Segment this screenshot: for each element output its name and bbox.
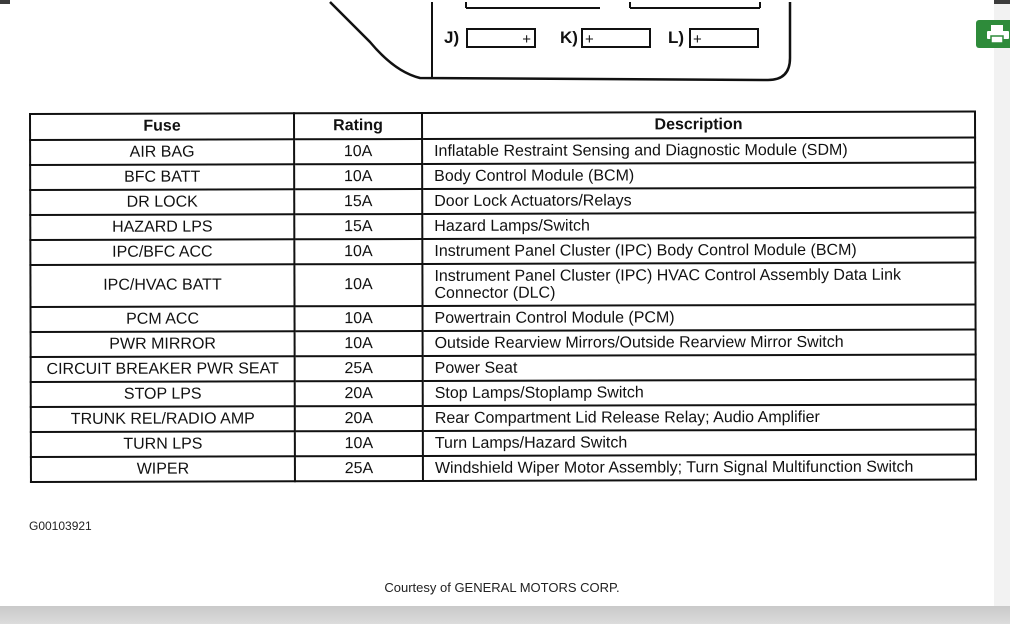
table-row (31, 355, 976, 382)
fuse-rating: 25A (295, 356, 423, 381)
table-row (31, 305, 976, 332)
header-rating: Rating (294, 113, 422, 139)
fuse-description: Instrument Panel Cluster (IPC) HVAC Control Assembly Data Link Connector (DLC) (422, 263, 975, 306)
fuse-name: IPC/HVAC BATT (30, 264, 294, 307)
fuse-box-diagram (0, 0, 1010, 110)
fuse-rating: 20A (295, 381, 423, 406)
fuse-description: Windshield Wiper Motor Assembly; Turn Signal Multifunction Switch (423, 455, 976, 481)
fuse-name: AIR BAG (30, 139, 294, 165)
table-row (30, 163, 975, 190)
figure-code: G00103921 (29, 519, 92, 533)
fuse-name: BFC BATT (30, 164, 294, 190)
slot-j-terminal: + (522, 31, 531, 48)
table-row (31, 455, 976, 482)
fuse-rating: 10A (295, 331, 423, 356)
fuse-description: Outside Rearview Mirrors/Outside Rearview Mirror Switch (423, 330, 976, 356)
fuse-rating: 10A (295, 431, 423, 456)
fuse-name: WIPER (31, 456, 295, 482)
fuse-name: HAZARD LPS (30, 214, 294, 240)
bottom-scroll-strip[interactable] (0, 606, 1010, 624)
table-row (31, 330, 976, 357)
fuse-name: PWR MIRROR (31, 331, 295, 357)
fuse-rating: 10A (294, 139, 422, 164)
print-button[interactable] (976, 20, 1010, 48)
fuse-description: Instrument Panel Cluster (IPC) Body Control Module (BCM) (422, 238, 975, 264)
table-row (30, 138, 975, 165)
fuse-name: TURN LPS (31, 431, 295, 457)
fuse-rating: 10A (294, 239, 422, 264)
printer-icon (986, 24, 1010, 44)
fuse-rating: 15A (294, 214, 422, 239)
fuse-rating: 15A (294, 189, 422, 214)
fuse-description: Stop Lamps/Stoplamp Switch (423, 380, 976, 406)
fuse-name: CIRCUIT BREAKER PWR SEAT (31, 356, 295, 382)
table-row (31, 405, 976, 432)
table-row (31, 380, 976, 407)
table-row (30, 263, 975, 307)
fuse-description: Power Seat (423, 355, 976, 381)
fuse-rating: 10A (295, 306, 423, 331)
slot-j-box (466, 28, 536, 48)
slot-k-label: K) (560, 28, 578, 47)
fuse-description: Body Control Module (BCM) (422, 163, 975, 189)
fuse-description: Inflatable Restraint Sensing and Diagnostic Module (SDM) (422, 138, 975, 164)
slot-j-label: J) (444, 28, 460, 47)
table-row (30, 238, 975, 265)
slot-k-terminal: + (585, 31, 594, 48)
fuse-name: PCM ACC (31, 306, 295, 332)
slot-l-box (689, 28, 759, 48)
fuse-rating: 10A (294, 164, 422, 189)
slot-k-box (581, 28, 651, 48)
slot-l-label: L) (668, 28, 685, 47)
fuse-description: Door Lock Actuators/Relays (422, 188, 975, 214)
fuse-name: IPC/BFC ACC (30, 239, 294, 265)
fuse-rating: 20A (295, 406, 423, 431)
table-row (30, 213, 975, 240)
fuse-box-outline (0, 0, 1010, 110)
fuse-description: Hazard Lamps/Switch (422, 213, 975, 239)
header-fuse: Fuse (30, 113, 294, 140)
table-header-row (30, 112, 975, 140)
fuse-description: Turn Lamps/Hazard Switch (423, 430, 976, 456)
fuse-rating: 10A (294, 264, 422, 306)
table-row (31, 430, 976, 457)
fuse-description: Powertrain Control Module (PCM) (423, 305, 976, 331)
fuse-description: Rear Compartment Lid Release Relay; Audio Amplifier (423, 405, 976, 431)
fuse-name: TRUNK REL/RADIO AMP (31, 406, 295, 432)
header-description: Description (422, 112, 975, 139)
fuse-name: DR LOCK (30, 189, 294, 215)
courtesy-line: Courtesy of GENERAL MOTORS CORP. (384, 580, 620, 595)
fuse-table (29, 111, 977, 483)
fuse-rating: 25A (295, 456, 423, 481)
table-row (30, 188, 975, 215)
fuse-name: STOP LPS (31, 381, 295, 407)
slot-l-terminal: + (693, 31, 702, 48)
